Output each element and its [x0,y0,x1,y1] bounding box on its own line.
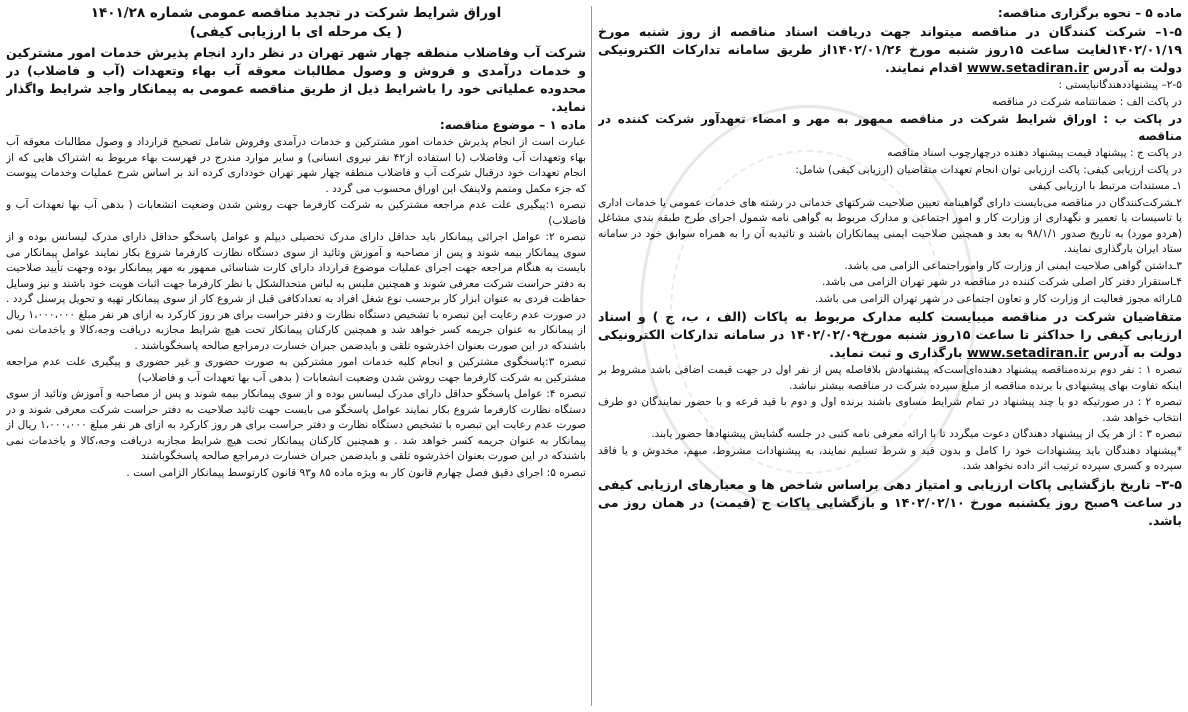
quality-item-3: ۳ـداشتن گواهی صلاحیت ایمنی از وزارت کار وامور‌اجتماعی الزامی می باشد. [844,259,1182,272]
submission-deadline-text: متقاضیان شرکت در مناقصه میبایست کلیه مدارک مربوط به پاکات (الف ، ب، ج ) و اسناد ارزیابی کیفی را حداکثر تا ساعت ۱۵روز شنبه مورخ۱۴۰۲/۰۲/۰۹ در سامانه تدارکات الکترونیکی دولت به آدرس [598,309,1182,360]
clause-5-2: ۲-۵– پیشنهاددهندگانبایستی : [1058,79,1182,91]
clause-5-1 [598,23,1182,77]
quality-item-1: ۱ـ مستندات مرتبط با ارزیابی کیفی [1028,180,1182,192]
document-title: اوراق شرایط شرکت در تجدید مناقصه عمومی شماره ۱۴۰۱/۲۸ [90,5,502,21]
left-column [6,4,586,708]
right-note-4: *پیشنهاد دهندگان باید پیشنهادات خود را کامل و بدون قید و شرط تسلیم نمایند، به پیشنهادات مشروط، مبهم، مخدوش و یا فاقد سپرده و کسری سپرده ترتیب اثر داده نخواهد شد. [598,444,1182,472]
quality-item-4: ۴ـاستقرار دفتر کار اصلی شرکت کننده در مناقصه در شهر تهران الزامی می باشد. [822,276,1182,288]
package-b: در پاکت ب : اوراق شرایط شرکت در مناقصه ممهور به مهر و امضاء تعهدآور شرکت کننده در مناقصه [598,112,1182,143]
right-note-2: تبصره ۲ : در صورتیکه دو یا چند پیشنهاد در تمام شرایط مساوی باشند برنده اول و دوم با قید قرعه و با حضور نمایندگان دو طرف انتخاب خواهد شد. [598,396,1182,424]
note-3: تبصره ۳:پاسخگوی مشترکین و انجام کلیه خدمات امور مشترکین به صورت حضوری و غیر حضوری و پیگیری علت عدم مراجعه مشترکین به شرکت کارفرما جهت روشن شدن وضعیت انشعابات ( بدهی آب بها تعهدات آب و فاضلاب) [6,356,586,384]
column-divider [591,6,592,706]
note-4: تبصره ۴: عوامل پاسخگو حداقل دارای مدرک لیسانس بوده و از سوی پیمانکار بیمه شوند و پس از مصاحبه و آموزش وتائید از سوی دستگاه نظارت کارفرما شروع بکار نمایند عوامل پاسخگو می بایست جهت تائید صلاحیت به دفتر حراست شرکت معرفی شوند و در صورت عدم رعایت این تبصره با تشخیص دستگاه نظارت و دفتر حراست برای هر روز کارکرد به ازای هر نفر مبلغ ۱،۰۰۰،۰۰۰ ریال از پیمانکار به عنوان جریمه کسر خواهد شد . و همچنین کارکنان پیمانکار تحت هیچ شرایط مجازبه دریافت وجه،کالا و یاخدمات نمی باشندکه در این صورت بعنوان اخذرشوه تلقی و بایدضمن جبران خسارت درمراجع صالحه پاسخگوباشند [6,388,586,462]
note-1: تبصره ۱:پیگیری علت عدم مراجعه مشترکین به شرکت کارفرما جهت روشن شدن وضعیت انشعابات ( بدهی آب بها تعهدات آب و فاضلاب) [6,199,586,227]
quality-item-2: ۲ـشرکت‌کنندگان در مناقصه می‌بایست دارای گواهینامه تعیین صلاحیت شرکتهای خدماتی در رشته های خدمات عمومی یا خدمات اداری یا تاسیسات یا تعمیر و نگهداری از وزارت کار و امور اجتماعی و مدارک مربوط به گواهی نامه شمول اجرای طرح طبقه بندی مشاغل (هردو مورد) به تاریخ صدور ۹۸/۱/۱ به بعد و همچنین صلاحیت ایمنی پیمانکاران باشند و تائیدیه آن را به همراه سوابق خود در سامانه ستاد ایران بارگذاری نمایند. [598,196,1182,255]
article-5-heading: ماده ۵ – نحوه برگزاری مناقصه: [997,6,1182,20]
package-a: در پاکت الف : ضمانتنامه شرکت در مناقصه [991,95,1182,108]
clause-5-1-text: ۱-۵– شرکت کنندگان در مناقصه میتواند جهت دریافت اسناد مناقصه از روز شنبه مورخ ۱۴۰۲/۰۱/۱۹لغایت ساعت ۱۵روز شنبه مورخ ۱۴۰۲/۰۱/۲۶از طریق سامانه تدارکات الکترونیکی دولت به آدرس [598,24,1182,75]
submission-deadline [598,308,1182,362]
clause-5-1-end: اقدام نمایند. [884,60,963,75]
clause-5-3: ۳-۵– تاریخ بازگشایی پاکات ارزیابی و امتیاز دهی براساس شاخص ها و معیارهای ارزیابی کیفی در ساعت ۹صبح روز یکشنبه مورخ ۱۴۰۲/۰۲/۱۰ و بازگشایی پاکات ج (قیمت) در همان روز می باشد. [598,476,1182,528]
note-2: تبصره ۲: عوامل اجرائی پیمانکار باید حداقل دارای مدرک تحصیلی دیپلم و عوامل پاسخگو حداقل دارای مدرک لیسانس بوده و از سوی پیمانکار بیمه شوند و پس از مصاحبه و آموزش وتائید از سوی دستگاه نظارت کارفرما شروع بکار نمایند عوامل پیمانکار می بایست به هنگام مراجعه جهت اجرای عملیات موضوع قرارداد دارای کارت شناسائی ممهور به مهر پیمانکار بوده وجهت تأیید صلاحیت به دفتر حراست شرکت معرفی شوند و همچنین ملبس به لباس متحدالشکل با نظر کارفرما جهت اثبات هویت خود باشند و نیز وسایل حفاظت فردی به عنوان ابزار کار برحسب نوع شغل افراد به تعدادکافی قبل از شروع کار از سوی پیمانکار تهیه و تحویل پرسنل گردد . در صورت عدم رعایت این تبصره با تشخیص دستگاه نظارت و دفتر حراست برای هر روز کارکرد به ازای هر نفر مبلغ ۱،۰۰۰،۰۰۰ ریال از پیمانکار به عنوان جریمه کسر خواهد شد و همچنین کارکنان پیمانکار تحت هیچ شرایط مجازبه دریافت وجه،کالا و یاخدمات نمی باشندکه در این صورت بعنوان اخذرشوه تلقی و بایدضمن جبران خسارت درمراجع صالحه پاسخگوباشند . [6,231,586,352]
document-subtitle: ( یک مرحله ای با ارزیابی کیفی) [189,24,403,40]
quality-item-5: ۵ـارائه مجوز فعالیت از وزارت کار و تعاون اجتماعی در شهر تهران الزامی می باشد. [814,292,1182,305]
right-note-3: تبصره ۳ : از هر یک از پیشنهاد دهندگان دعوت میگردد تا با ارائه معرفی نامه کتبی در جلسه گشایش پیشنهادها حضور یابند. [651,428,1182,440]
submission-deadline-end: بارگذاری و ثبت نماید. [829,345,963,360]
note-5: تبصره ۵: اجرای دقیق فصل چهارم قانون کار به ویژه ماده ۸۵ و۹۳ قانون کارتوسط پیمانکار الزامی است . [126,466,586,479]
article-1-text: عبارت است از انجام پذیرش خدمات امور مشترکین و خدمات درآمدی وفروش شامل تصحیح قرارداد و وصول مطالبات معوقه آب بهاء وتعهدات آب وفاضلاب (با استفاده از۴۲ نفر نیروی انسانی) و سایر موارد مندرج در فهرست بهاء مربوط به اشتراک هایی که از انجام تعهدات خود درقبال شرکت آب و فاضلاب منطقه چهار شهر تهران خودداری کرده اند بر اساس شرح عملیات وخدمات پیوست که جزء مکمل ومتمم ولاینفک این اوراق محسوب می گردد . [6,136,586,195]
package-quality: در پاکت ارزیابی کیفی: پاکت ارزیابی توان انجام تعهدات متقاضیان (ارزیابی کیفی) شامل: [795,163,1182,176]
package-c: در پاکت ج : پیشنهاد قیمت پیشنهاد دهنده درچهارچوب اسناد مناقصه [887,147,1182,159]
setadiran-link-2[interactable]: www.setadiran.ir [966,345,1089,360]
article-1-heading: ماده ۱ – موضوع مناقصه: [439,118,586,132]
setadiran-link[interactable]: www.setadiran.ir [966,60,1089,75]
right-note-1: تبصره ۱ : نفر دوم برنده‌مناقصه پیشنهاد دهنده‌ای‌است‌که پیشنهادش بلافاصله پس از نفر اول در جهت قیمت اضافی باشد مشروط بر اینکه تفاوت بهای پیشنهادی با برنده مناقصه از مبلغ سپرده شرکت در مناقصه بیشتر نباشد. [598,364,1182,392]
intro-paragraph: شرکت آب وفاضلاب منطقه چهار شهر تهران در نظر دارد انجام پذیرش خدمات امور مشترکین و خدمات درآمدی و فروش و وصول مطالبات معوقه آب بهاء وتعهدات (آب و فاضلاب) در محدوده عملیاتی خود را باشرایط ذیل از طریق مناقصه عمومی به پیمانکار واجد شرایط واگذار نماید. [6,45,586,114]
right-column [598,4,1182,708]
